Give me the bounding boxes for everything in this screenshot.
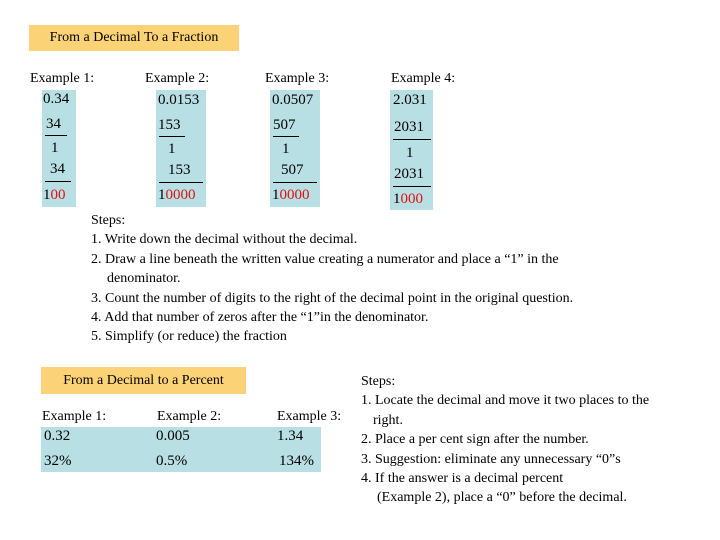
fraction-bar bbox=[273, 136, 299, 137]
step-1: 1. Write down the decimal without the decimal. bbox=[91, 232, 358, 248]
fraction-bar-2 bbox=[45, 181, 71, 182]
numerator-repeat: 507 bbox=[281, 162, 304, 178]
step-1-continued: right. bbox=[373, 412, 403, 428]
denominator bbox=[158, 187, 196, 204]
fraction-section-title bbox=[29, 25, 239, 51]
denominator bbox=[272, 187, 310, 204]
step-2: 2. Draw a line beneath the written value creating a numerator and place a “1” in the bbox=[91, 251, 559, 267]
fraction-example-3-card bbox=[270, 90, 320, 207]
fraction-bar bbox=[45, 135, 67, 136]
decimal-value: 2.031 bbox=[393, 92, 427, 108]
percent-examples-band bbox=[41, 427, 321, 472]
fraction-example-2-label: Example 2: bbox=[145, 71, 210, 86]
percent-example-1-label: Example 1: bbox=[42, 409, 107, 424]
denominator-one: 1 bbox=[282, 141, 290, 157]
denominator bbox=[43, 187, 66, 204]
fraction-bar bbox=[393, 139, 431, 140]
step-2-continued: denominator. bbox=[107, 271, 181, 287]
fraction-example-1-label: Example 1: bbox=[30, 71, 95, 86]
decimal-value: 0.34 bbox=[43, 91, 70, 107]
percent-steps bbox=[361, 372, 649, 508]
percent-example-3-result: 134% bbox=[279, 453, 314, 469]
denominator-one: 1 bbox=[51, 140, 59, 156]
percent-example-3-decimal: 1.34 bbox=[277, 428, 304, 444]
denominator-one-digit: 1 bbox=[393, 191, 401, 207]
percent-example-2-result: 0.5% bbox=[156, 453, 188, 469]
denominator-one-digit: 1 bbox=[43, 187, 51, 203]
fraction-example-4-label: Example 4: bbox=[391, 71, 456, 86]
step-5: 5. Simplify (or reduce) the fraction bbox=[91, 329, 287, 345]
denominator-one-digit: 1 bbox=[158, 187, 166, 203]
fraction-example-3-label: Example 3: bbox=[265, 71, 330, 86]
numerator-repeat: 34 bbox=[50, 161, 65, 177]
denominator-one: 1 bbox=[406, 145, 414, 161]
denominator-zeros: 0000 bbox=[165, 187, 196, 203]
percent-example-1-decimal: 0.32 bbox=[44, 428, 71, 444]
fraction-bar-2 bbox=[273, 182, 317, 183]
step-4: 4. Add that number of zeros after the “1”in the denominator. bbox=[91, 310, 429, 326]
numerator-repeat: 2031 bbox=[394, 166, 424, 182]
percent-example-2-label: Example 2: bbox=[157, 409, 222, 424]
denominator-zeros: 00 bbox=[50, 187, 66, 203]
fraction-example-1-card bbox=[42, 90, 76, 207]
step-3: 3. Suggestion: eliminate any unnecessary “0”s bbox=[361, 451, 621, 467]
percent-section-title-text: From a Decimal to a Percent bbox=[63, 372, 224, 388]
percent-example-1-result: 32% bbox=[44, 453, 72, 469]
fraction-steps bbox=[91, 211, 573, 347]
numerator: 153 bbox=[158, 117, 181, 133]
percent-example-2-decimal: 0.005 bbox=[156, 428, 190, 444]
numerator-repeat: 153 bbox=[168, 162, 191, 178]
step-1: 1. Locate the decimal and move it two places to the bbox=[361, 393, 650, 409]
steps-heading: Steps: bbox=[91, 213, 126, 228]
fraction-example-2-card bbox=[156, 90, 206, 207]
percent-example-3-label: Example 3: bbox=[277, 409, 342, 424]
percent-section-title bbox=[41, 367, 246, 394]
steps-heading: Steps: bbox=[361, 374, 396, 389]
fraction-example-4-card bbox=[390, 90, 433, 210]
numerator: 34 bbox=[46, 116, 61, 132]
numerator: 507 bbox=[273, 117, 296, 133]
step-2: 2. Place a per cent sign after the number. bbox=[361, 432, 589, 448]
fraction-bar-2 bbox=[393, 186, 431, 187]
decimal-value: 0.0507 bbox=[272, 92, 314, 108]
denominator-one-digit: 1 bbox=[272, 187, 280, 203]
numerator: 2031 bbox=[394, 119, 424, 135]
denominator-zeros: 0000 bbox=[279, 187, 310, 203]
fraction-bar-2 bbox=[159, 182, 203, 183]
step-4: 4. If the answer is a decimal percent bbox=[361, 471, 564, 487]
step-3: 3. Count the number of digits to the right of the decimal point in the original question. bbox=[91, 290, 574, 306]
step-4-continued: (Example 2), place a “0” before the decimal. bbox=[377, 490, 627, 506]
denominator bbox=[393, 191, 423, 208]
denominator-zeros: 000 bbox=[400, 191, 423, 207]
denominator-one: 1 bbox=[168, 141, 176, 157]
fraction-section-title-text: From a Decimal To a Fraction bbox=[49, 30, 219, 45]
fraction-bar bbox=[159, 136, 185, 137]
decimal-value: 0.0153 bbox=[158, 92, 200, 108]
